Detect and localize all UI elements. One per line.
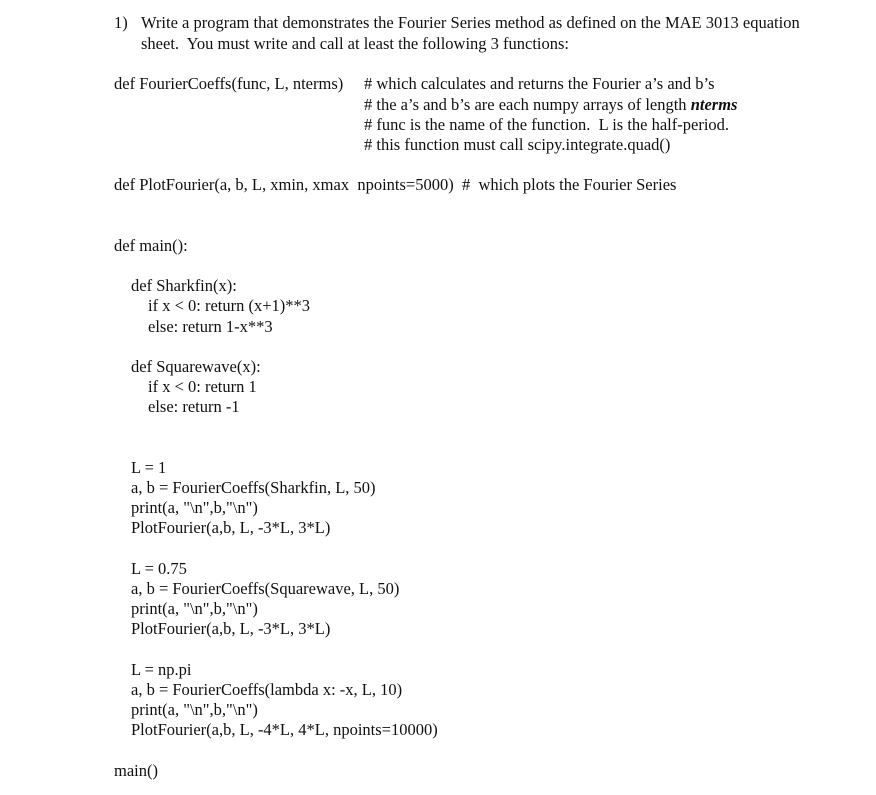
- squarewave-def: def Squarewave(x):: [131, 357, 261, 376]
- squarewave-else: else: return -1: [148, 397, 240, 416]
- block1-coeffs: a, b = FourierCoeffs(Sharkfin, L, 50): [131, 478, 376, 497]
- def-main: def main():: [114, 236, 188, 255]
- intro-line-1: Write a program that demonstrates the Fourier Series method as defined on the MAE 3013 equation: [141, 13, 800, 32]
- block3-coeffs: a, b = FourierCoeffs(lambda x: -x, L, 10): [131, 680, 403, 699]
- block2-print: print(a, "\n",b,"\n"): [131, 599, 258, 618]
- problem-number: 1): [114, 13, 128, 32]
- plot-fourier-line: def PlotFourier(a, b, L, xmin, xmax npoints=5000) # which plots the Fourier Series: [114, 175, 677, 194]
- call-main: main(): [114, 761, 158, 780]
- fourier-coeffs-comment-2: [364, 95, 737, 115]
- block3-print: print(a, "\n",b,"\n"): [131, 700, 258, 719]
- fourier-coeffs-comment-1: # which calculates and returns the Fourier a’s and b’s: [364, 74, 715, 93]
- block2-coeffs: a, b = FourierCoeffs(Squarewave, L, 50): [131, 579, 400, 598]
- sharkfin-else: else: return 1-x**3: [148, 317, 273, 336]
- fourier-coeffs-comment-4: # this function must call scipy.integrate.quad(): [364, 135, 671, 154]
- intro-line-2: sheet. You must write and call at least the following 3 functions:: [141, 34, 570, 53]
- nterms-emphasis: nterms: [690, 95, 738, 114]
- sharkfin-def: def Sharkfin(x):: [131, 276, 237, 295]
- fourier-coeffs-signature: def FourierCoeffs(func, L, nterms): [114, 74, 344, 93]
- sharkfin-if: if x < 0: return (x+1)**3: [148, 296, 311, 315]
- comment-2-text: # the a’s and b’s are each numpy arrays of length: [364, 95, 691, 114]
- squarewave-if: if x < 0: return 1: [148, 377, 257, 396]
- block1-plot: PlotFourier(a,b, L, -3*L, 3*L): [131, 518, 331, 537]
- block3-plot: PlotFourier(a,b, L, -4*L, 4*L, npoints=10000): [131, 720, 438, 739]
- block1-print: print(a, "\n",b,"\n"): [131, 498, 258, 517]
- block1-L: L = 1: [131, 458, 167, 477]
- block3-L: L = np.pi: [131, 660, 192, 679]
- block2-L: L = 0.75: [131, 559, 187, 578]
- block2-plot: PlotFourier(a,b, L, -3*L, 3*L): [131, 619, 331, 638]
- fourier-coeffs-comment-3: # func is the name of the function. L is the half-period.: [364, 115, 730, 134]
